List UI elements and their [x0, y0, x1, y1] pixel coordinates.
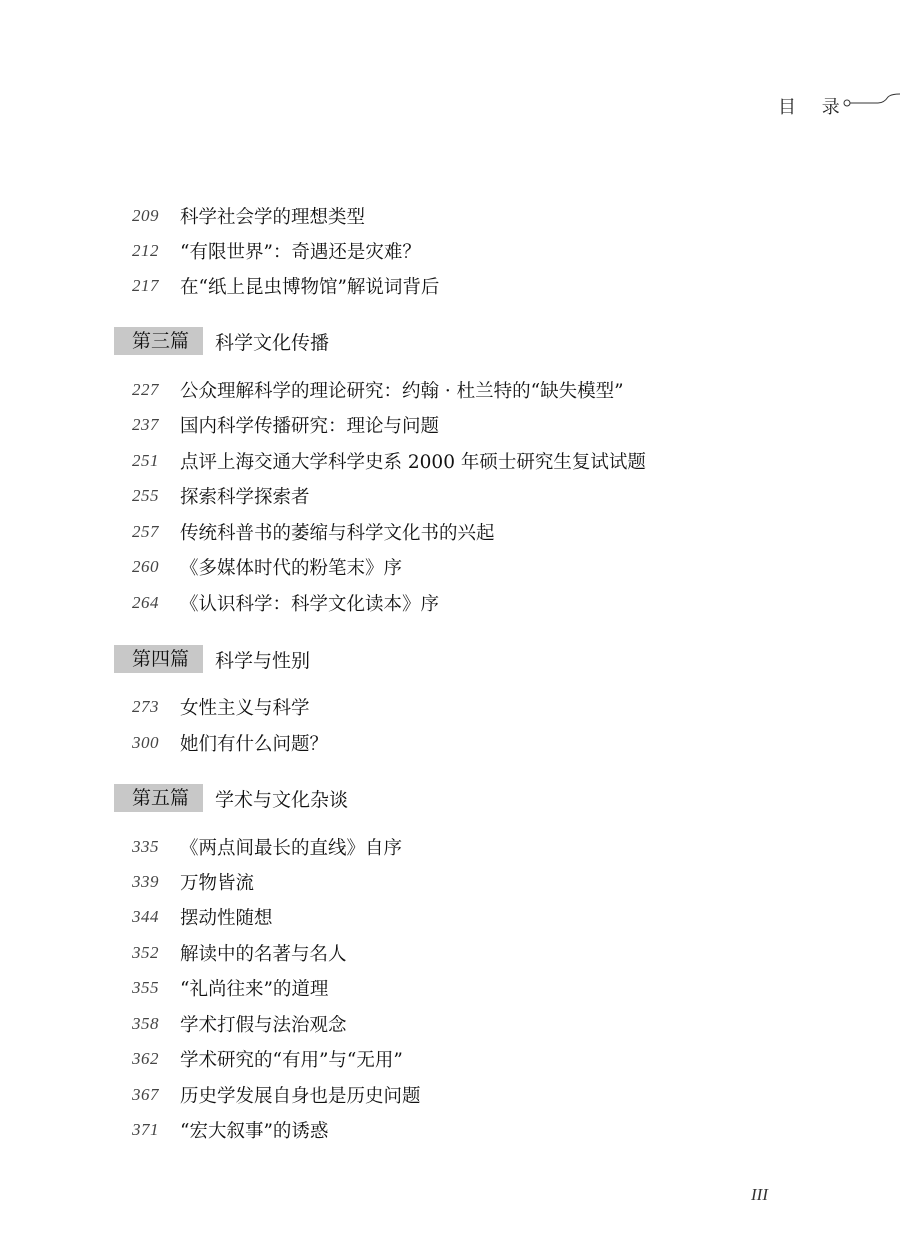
- toc-entry-page: 355: [132, 978, 159, 997]
- section-label: 第四篇: [114, 645, 203, 673]
- toc-entry[interactable]: [0, 410, 439, 440]
- toc-entry-title: 点评上海交通大学科学史系 2000 年硕士研究生复试试题: [180, 452, 646, 473]
- toc-entry-title: 学术打假与法治观念: [180, 1015, 347, 1036]
- toc-entry-title: 万物皆流: [180, 873, 255, 894]
- toc-entry-title: 历史学发展自身也是历史问题: [180, 1086, 421, 1107]
- toc-entry-title: 学术研究的“有用”与“无用”: [180, 1050, 403, 1071]
- toc-entry[interactable]: [0, 1009, 347, 1039]
- toc-entry-title: 在“纸上昆虫博物馆”解说词背后: [180, 277, 440, 298]
- toc-entry[interactable]: [0, 481, 310, 511]
- toc-entry-title: 摆动性随想: [180, 908, 273, 929]
- toc-entry[interactable]: [0, 902, 273, 932]
- toc-entry[interactable]: [0, 728, 328, 758]
- toc-entry-page: 212: [132, 241, 159, 260]
- toc-entry-page: 264: [132, 593, 159, 612]
- toc-entry-title: 她们有什么问题？: [180, 734, 329, 755]
- toc-entry-page: 335: [132, 837, 159, 856]
- toc-entry-page: 209: [132, 206, 159, 225]
- toc-entry[interactable]: [0, 692, 310, 722]
- toc-entry[interactable]: [0, 552, 402, 582]
- toc-entry-page: 260: [132, 557, 159, 576]
- toc-entry-title: “宏大叙事”的诱惑: [180, 1121, 329, 1142]
- section-label: 第三篇: [114, 327, 203, 355]
- toc-entry[interactable]: [0, 973, 328, 1003]
- toc-entry-title: 公众理解科学的理论研究：约翰 · 杜兰特的“缺失模型”: [180, 381, 624, 402]
- toc-entry[interactable]: [0, 271, 439, 301]
- toc-entry-title: 女性主义与科学: [180, 698, 310, 719]
- toc-entry[interactable]: [0, 201, 365, 231]
- toc-entry[interactable]: [0, 446, 646, 476]
- toc-entry-page: 251: [132, 451, 159, 470]
- toc-entry-title: 传统科普书的萎缩与科学文化书的兴起: [180, 523, 495, 544]
- toc-entry-page: 352: [132, 943, 159, 962]
- section-title: 学术与文化杂谈: [215, 788, 349, 811]
- toc-entry-page: 344: [132, 907, 159, 926]
- toc-entry[interactable]: [0, 1115, 328, 1145]
- toc-entry-title: “有限世界”：奇遇还是灾难？: [180, 242, 421, 263]
- section-title: 科学文化传播: [215, 331, 330, 354]
- toc-entry-page: 367: [132, 1085, 159, 1104]
- toc-entry[interactable]: [0, 832, 402, 862]
- toc-entry-page: 300: [132, 733, 159, 752]
- toc-entry-page: 227: [132, 380, 159, 399]
- toc-entry-title: 探索科学探索者: [180, 487, 310, 508]
- toc-entry[interactable]: [0, 236, 421, 266]
- toc-entry-page: 273: [132, 697, 159, 716]
- toc-entry-title: 国内科学传播研究：理论与问题: [180, 416, 440, 437]
- toc-entry-title: 《认识科学：科学文化读本》序: [180, 594, 440, 615]
- toc-entry-page: 358: [132, 1014, 159, 1033]
- section-heading[interactable]: [114, 645, 310, 673]
- header-ornament-icon: [838, 88, 900, 118]
- toc-entry-title: 《两点间最长的直线》自序: [180, 838, 403, 859]
- toc-entry-page: 255: [132, 486, 159, 505]
- section-heading[interactable]: [114, 327, 329, 355]
- page-number: III: [751, 1185, 768, 1204]
- toc-entry[interactable]: [0, 588, 439, 618]
- section-heading[interactable]: [114, 784, 348, 812]
- toc-entry[interactable]: [0, 938, 347, 968]
- toc-entry-title: 科学社会学的理想类型: [180, 207, 366, 228]
- toc-entry-page: 257: [132, 522, 159, 541]
- toc-entry[interactable]: [0, 517, 495, 547]
- toc-entry-title: 《多媒体时代的粉笔末》序: [180, 558, 403, 579]
- toc-entry-page: 362: [132, 1049, 159, 1068]
- toc-entry[interactable]: [0, 1044, 403, 1074]
- toc-entry[interactable]: [0, 867, 254, 897]
- toc-entry-page: 371: [132, 1120, 159, 1139]
- toc-entry-page: 217: [132, 276, 159, 295]
- toc-entry[interactable]: [0, 375, 624, 405]
- toc-entry-page: 237: [132, 415, 159, 434]
- toc-entry-page: 339: [132, 872, 159, 891]
- toc-entry[interactable]: [0, 1080, 421, 1110]
- toc-entry-title: 解读中的名著与名人: [180, 944, 347, 965]
- toc-entry-title: “礼尚往来”的道理: [180, 979, 329, 1000]
- toc-header-label: 目 录: [778, 97, 850, 118]
- section-label: 第五篇: [114, 784, 203, 812]
- section-title: 科学与性别: [215, 649, 311, 672]
